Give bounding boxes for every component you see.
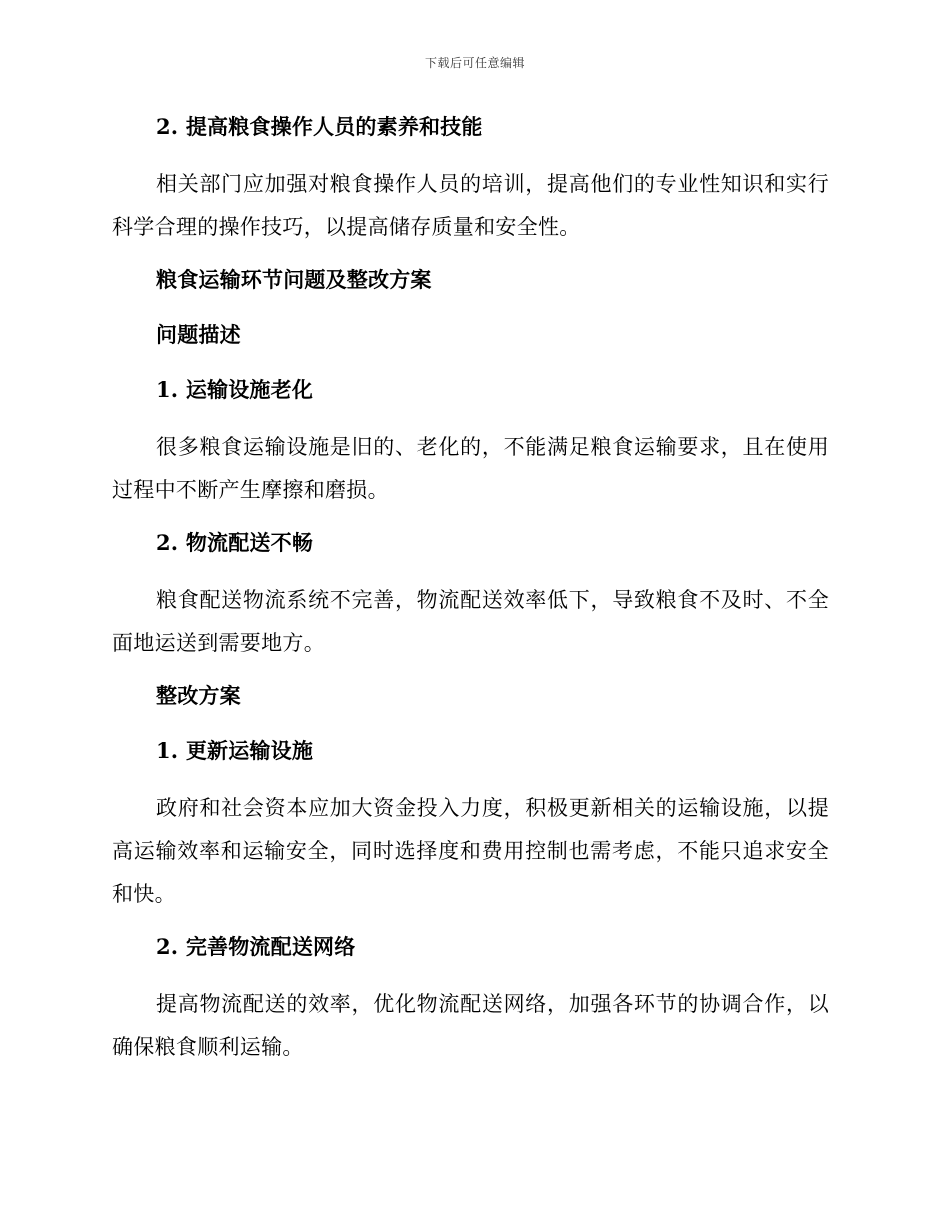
heading-aging-facilities: 1. 运输设施老化 bbox=[156, 377, 314, 402]
heading-update-facilities: 1. 更新运输设施 bbox=[156, 738, 314, 763]
paragraph-update-facilities: 政府和社会资本应加大资金投入力度，积极更新相关的运输设施，以提高运输效率和运输安全，同时选择度和费用控制也需考虑，不能只追求安全和快。 bbox=[112, 796, 829, 906]
document-body bbox=[112, 108, 829, 1081]
heading-logistics-issues: 2. 物流配送不畅 bbox=[156, 530, 314, 555]
paragraph-logistics-issues: 粮食配送物流系统不完善，物流配送效率低下，导致粮食不及时、不全面地运送到需要地方。 bbox=[112, 588, 829, 655]
paragraph-aging-facilities: 很多粮食运输设施是旧的、老化的，不能满足粮食运输要求，且在使用过程中不断产生摩擦和磨损。 bbox=[112, 435, 829, 502]
section-title-transport: 粮食运输环节问题及整改方案 bbox=[156, 267, 432, 292]
heading-improve-staff-skills: 2. 提高粮食操作人员的素养和技能 bbox=[156, 114, 483, 139]
paragraph-improve-logistics: 提高物流配送的效率，优化物流配送网络，加强各环节的协调合作，以确保粮食顺利运输。 bbox=[112, 992, 829, 1059]
paragraph-staff-training: 相关部门应加强对粮食操作人员的培训，提高他们的专业性知识和实行科学合理的操作技巧，以提高储存质量和安全性。 bbox=[112, 172, 829, 239]
header-note: 下载后可任意编辑 bbox=[424, 56, 525, 70]
heading-improve-logistics: 2. 完善物流配送网络 bbox=[156, 934, 356, 959]
heading-problem-description: 问题描述 bbox=[156, 322, 241, 347]
heading-rectification-plan: 整改方案 bbox=[156, 683, 241, 708]
